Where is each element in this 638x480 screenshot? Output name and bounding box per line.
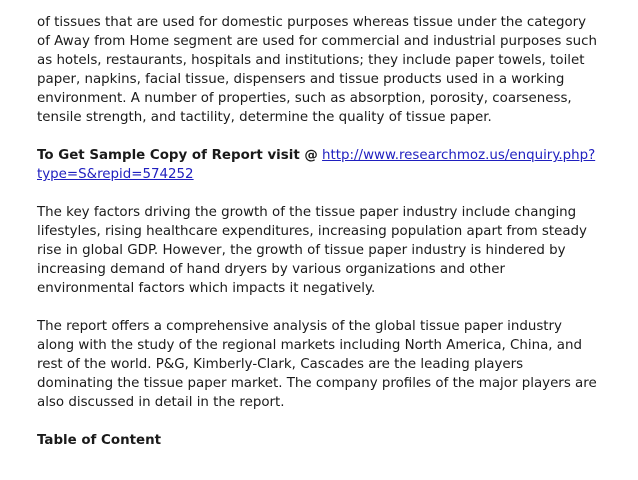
growth-factors-paragraph: [37, 203, 617, 298]
text-line: dominating the tissue paper market. The company profiles of the major players are: [37, 376, 597, 391]
text-line: rest of the world. P&G, Kimberly-Clark, Cascades are the leading players: [37, 357, 524, 372]
text-line: paper, napkins, facial tissue, dispensers and tissue products used in a working: [37, 72, 565, 87]
text-line: environment. A number of properties, such as absorption, porosity, coarseness,: [37, 91, 572, 106]
text-line: The report offers a comprehensive analysis of the global tissue paper industry: [37, 319, 562, 334]
text-line: The key factors driving the growth of the tissue paper industry include changing: [37, 205, 577, 220]
text-line: lifestyles, rising healthcare expenditures, increasing population apart from steady: [37, 224, 587, 239]
sample-copy-link[interactable]: http://www.researchmoz.us/enquiry.php?: [322, 148, 596, 163]
sample-copy-label: To Get Sample Copy of Report visit @: [37, 148, 318, 163]
text-line: also discussed in detail in the report.: [37, 395, 285, 410]
text-line: along with the study of the regional markets including North America, China, and: [37, 338, 582, 353]
sample-copy-link-continued[interactable]: type=S&repid=574252: [37, 167, 194, 182]
text-line: tensile strength, and tactility, determine the quality of tissue paper.: [37, 110, 492, 125]
sample-copy-section: [37, 146, 617, 184]
text-line: as hotels, restaurants, hospitals and institutions; they include paper towels, toilet: [37, 53, 585, 68]
text-line: rise in global GDP. However, the growth of tissue paper industry is hindered by: [37, 243, 566, 258]
toc-section: [37, 431, 617, 450]
text-line: of tissues that are used for domestic purposes whereas tissue under the category: [37, 15, 587, 30]
document-body: [37, 13, 617, 469]
report-overview-paragraph: [37, 317, 617, 412]
sample-copy-line: [37, 165, 617, 184]
sample-copy-line: [37, 146, 617, 165]
toc-heading: Table of Content: [37, 433, 162, 448]
intro-paragraph: [37, 13, 617, 127]
text-line: increasing demand of hand dryers by various organizations and other: [37, 262, 505, 277]
text-line: environmental factors which impacts it negatively.: [37, 281, 376, 296]
text-line: of Away from Home segment are used for commercial and industrial purposes such: [37, 34, 597, 49]
